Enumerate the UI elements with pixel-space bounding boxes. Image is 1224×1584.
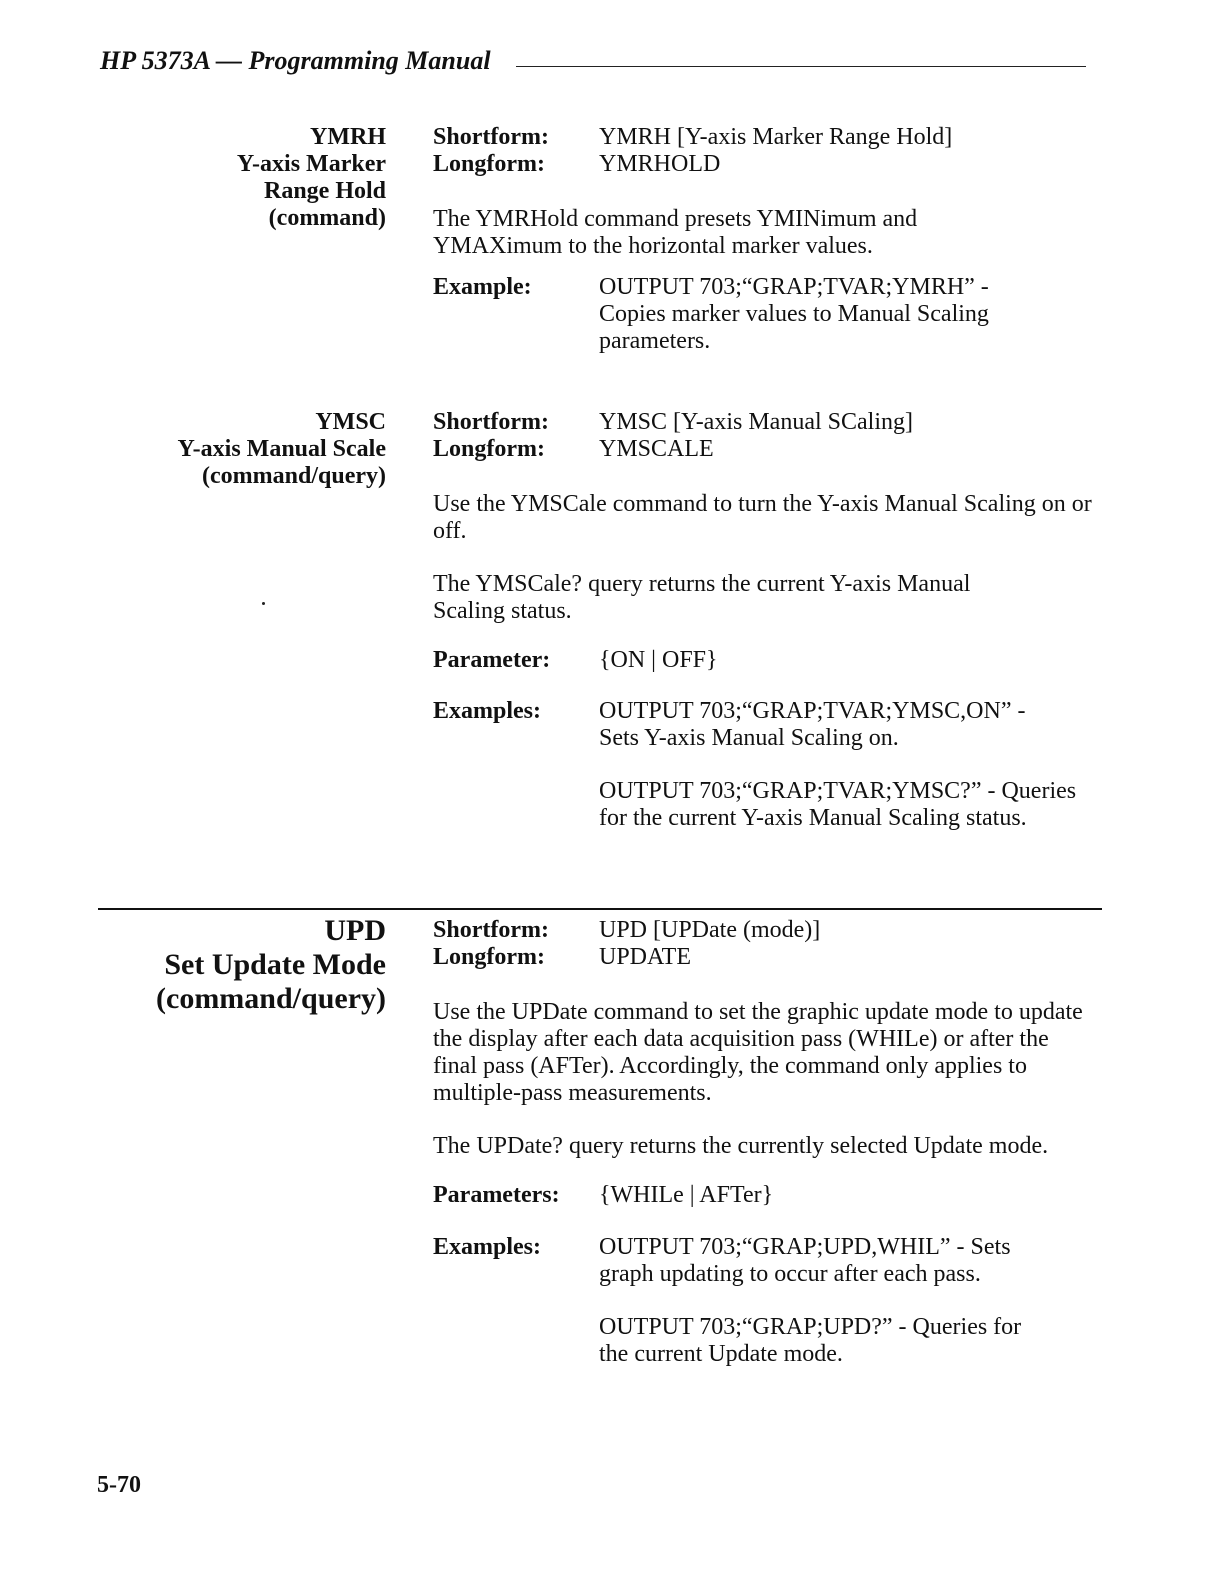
longform-value: YMSCALE: [599, 436, 714, 462]
upd-entry: [433, 917, 1103, 1368]
section-divider: [98, 908, 1102, 910]
ymrh-side-heading: [237, 124, 386, 232]
shortform-value: YMRH [Y-axis Marker Range Hold]: [599, 124, 953, 150]
longform-label: Longform:: [433, 436, 545, 462]
ymrh-longform-row: [433, 151, 1103, 178]
longform-label: Longform:: [433, 944, 545, 970]
example-text-2: OUTPUT 703;“GRAP;TVAR;YMSC?” - Queries for the current Y-axis Manual Scaling status.: [599, 778, 1077, 831]
ymrh-example: [433, 274, 1103, 355]
ymsc-type: (command/query): [202, 463, 386, 489]
upd-description: Use the UPDate command to set the graphic update mode to update the display after each data acquisition pass (WHILe) or after the final pass (AFTer). Accordingly, the command only applies to multiple-pass measurements.: [433, 999, 1083, 1106]
example-label: Example:: [433, 274, 532, 300]
upd-type: (command/query): [156, 982, 386, 1015]
ymrh-shortform-row: [433, 124, 1103, 151]
ymsc-longform-row: [433, 436, 1103, 463]
upd-shortform-row: [433, 917, 1103, 944]
shortform-label: Shortform:: [433, 124, 549, 150]
example-text: OUTPUT 703;“GRAP;TVAR;YMRH” - Copies marker values to Manual Scaling parameters.: [599, 274, 989, 354]
parameter-label: Parameter:: [433, 647, 551, 673]
parameters-value: {WHILe | AFTer}: [599, 1182, 774, 1208]
longform-value: UPDATE: [599, 944, 692, 970]
examples-label: Examples:: [433, 1234, 541, 1260]
upd-parameter-row: [433, 1182, 1103, 1209]
ymrh-description: The YMRHold command presets YMINimum and YMAXimum to the horizontal marker values.: [433, 206, 918, 259]
parameters-label: Parameters:: [433, 1182, 560, 1208]
ymrh-code: YMRH: [310, 124, 386, 150]
header-rule: [516, 66, 1086, 67]
ymsc-side-heading: [178, 409, 386, 490]
shortform-label: Shortform:: [433, 917, 549, 943]
parameter-value: {ON | OFF}: [599, 647, 718, 673]
example-text-1: OUTPUT 703;“GRAP;UPD,WHIL” - Sets graph updating to occur after each pass.: [599, 1234, 1011, 1287]
page-number: 5-70: [97, 1472, 141, 1498]
ymrh-name-line1: Y-axis Marker: [236, 151, 386, 177]
ymsc-code: YMSC: [315, 409, 386, 435]
ymrh-type: (command): [268, 205, 386, 231]
upd-code: UPD: [324, 914, 386, 947]
stray-dot: [262, 602, 265, 605]
ymsc-query-description: The YMSCale? query returns the current Y-axis Manual Scaling status.: [433, 571, 971, 624]
shortform-label: Shortform:: [433, 409, 549, 435]
ymsc-shortform-row: [433, 409, 1103, 436]
ymrh-entry: [433, 124, 1103, 355]
upd-name: Set Update Mode: [164, 948, 386, 981]
ymsc-name: Y-axis Manual Scale: [177, 436, 386, 462]
upd-query-description: The UPDate? query returns the currently selected Update mode.: [433, 1133, 1049, 1159]
example-text-2: OUTPUT 703;“GRAP;UPD?” - Queries for the current Update mode.: [599, 1314, 1022, 1367]
ymrh-name-line2: Range Hold: [263, 178, 386, 204]
ymsc-examples: [433, 698, 1103, 832]
longform-value: YMRHOLD: [599, 151, 721, 177]
upd-longform-row: [433, 944, 1103, 971]
manual-title: HP 5373A — Programming Manual: [100, 46, 491, 75]
upd-side-heading: [156, 914, 386, 1016]
page-header: [100, 46, 1090, 86]
examples-label: Examples:: [433, 698, 541, 724]
ymsc-description: Use the YMSCale command to turn the Y-axis Manual Scaling on or off.: [433, 491, 1092, 544]
longform-label: Longform:: [433, 151, 545, 177]
example-text-1: OUTPUT 703;“GRAP;TVAR;YMSC,ON” - Sets Y-axis Manual Scaling on.: [599, 698, 1026, 751]
ymsc-parameter-row: [433, 647, 1103, 674]
ymsc-entry: [433, 409, 1103, 832]
upd-examples: [433, 1234, 1103, 1368]
shortform-value: YMSC [Y-axis Manual SCaling]: [599, 409, 913, 435]
shortform-value: UPD [UPDate (mode)]: [599, 917, 821, 943]
